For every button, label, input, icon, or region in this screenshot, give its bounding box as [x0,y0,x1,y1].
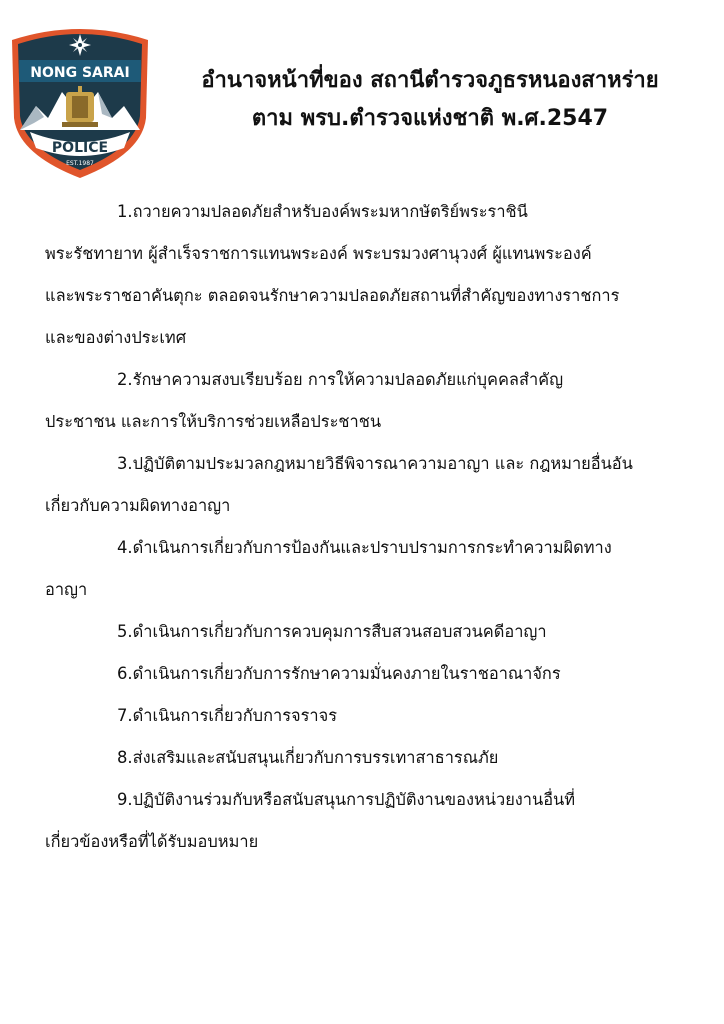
logo-bottom-text: POLICE [51,140,109,156]
title-line-2: ตาม พรบ.ตำรวจแห่งชาติ พ.ศ.2547 [251,106,609,131]
duty-line: 2.รักษาความสงบเรียบร้อย การให้ความปลอดภัยแก่บุคคลสำคัญ [117,370,564,389]
duty-item [45,611,705,653]
title-line-1: อำนาจหน้าที่ของ สถานีตำรวจภูธรหนองสาหร่าย [201,68,659,93]
duty-item [45,695,705,737]
duty-item [45,779,705,863]
logo-top-text: NONG SARAI [30,65,130,81]
duty-item [45,527,705,611]
duty-item [45,737,705,779]
duty-line: 3.ปฏิบัติตามประมวลกฎหมายวิธีพิจารณาความอาญา และ กฎหมายอื่นอัน [117,454,633,473]
duty-line: 9.ปฏิบัติงานร่วมกับหรือสนับสนุนการปฏิบัติงานของหน่วยงานอื่นที่ [117,790,576,809]
duty-line: 1.ถวายความปลอดภัยสำหรับองค์พระมหากษัตริย์พระราชินี [117,202,528,221]
duty-line: 4.ดำเนินการเกี่ยวกับการป้องกันและปราบปรามการกระทำความผิดทาง [117,538,612,557]
duty-line: เกี่ยวข้องหรือที่ได้รับมอบหมาย [45,832,259,851]
badge-icon [6,22,154,180]
duty-line: อาญา [45,580,88,599]
duty-item [45,443,705,527]
duty-line: และของต่างประเทศ [45,328,187,347]
duties-list [45,191,705,863]
duty-line: 7.ดำเนินการเกี่ยวกับการจราจร [117,706,338,725]
duty-item [45,359,705,443]
logo-est-text: EST.1987 [66,160,94,167]
duty-line: 8.ส่งเสริมและสนับสนุนเกี่ยวกับการบรรเทาสาธารณภัย [117,748,499,767]
duty-line: พระรัชทายาท ผู้สำเร็จราชการแทนพระองค์ พระบรมวงศานุวงศ์ ผู้แทนพระองค์ [45,244,592,263]
police-badge-logo [6,22,154,180]
duty-line: 6.ดำเนินการเกี่ยวกับการรักษาความมั่นคงภายในราชอาณาจักร [117,664,561,683]
duty-item [45,653,705,695]
duty-line: ประชาชน และการให้บริการช่วยเหลือประชาชน [45,412,382,431]
duty-line: 5.ดำเนินการเกี่ยวกับการควบคุมการสืบสวนสอบสวนคดีอาญา [117,622,547,641]
duty-line: และพระราชอาคันตุกะ ตลอดจนรักษาความปลอดภัยสถานที่สำคัญของทางราชการ [45,286,620,305]
duty-line: เกี่ยวกับความผิดทางอาญา [45,496,231,515]
page-title [160,62,700,138]
duty-item [45,191,705,359]
